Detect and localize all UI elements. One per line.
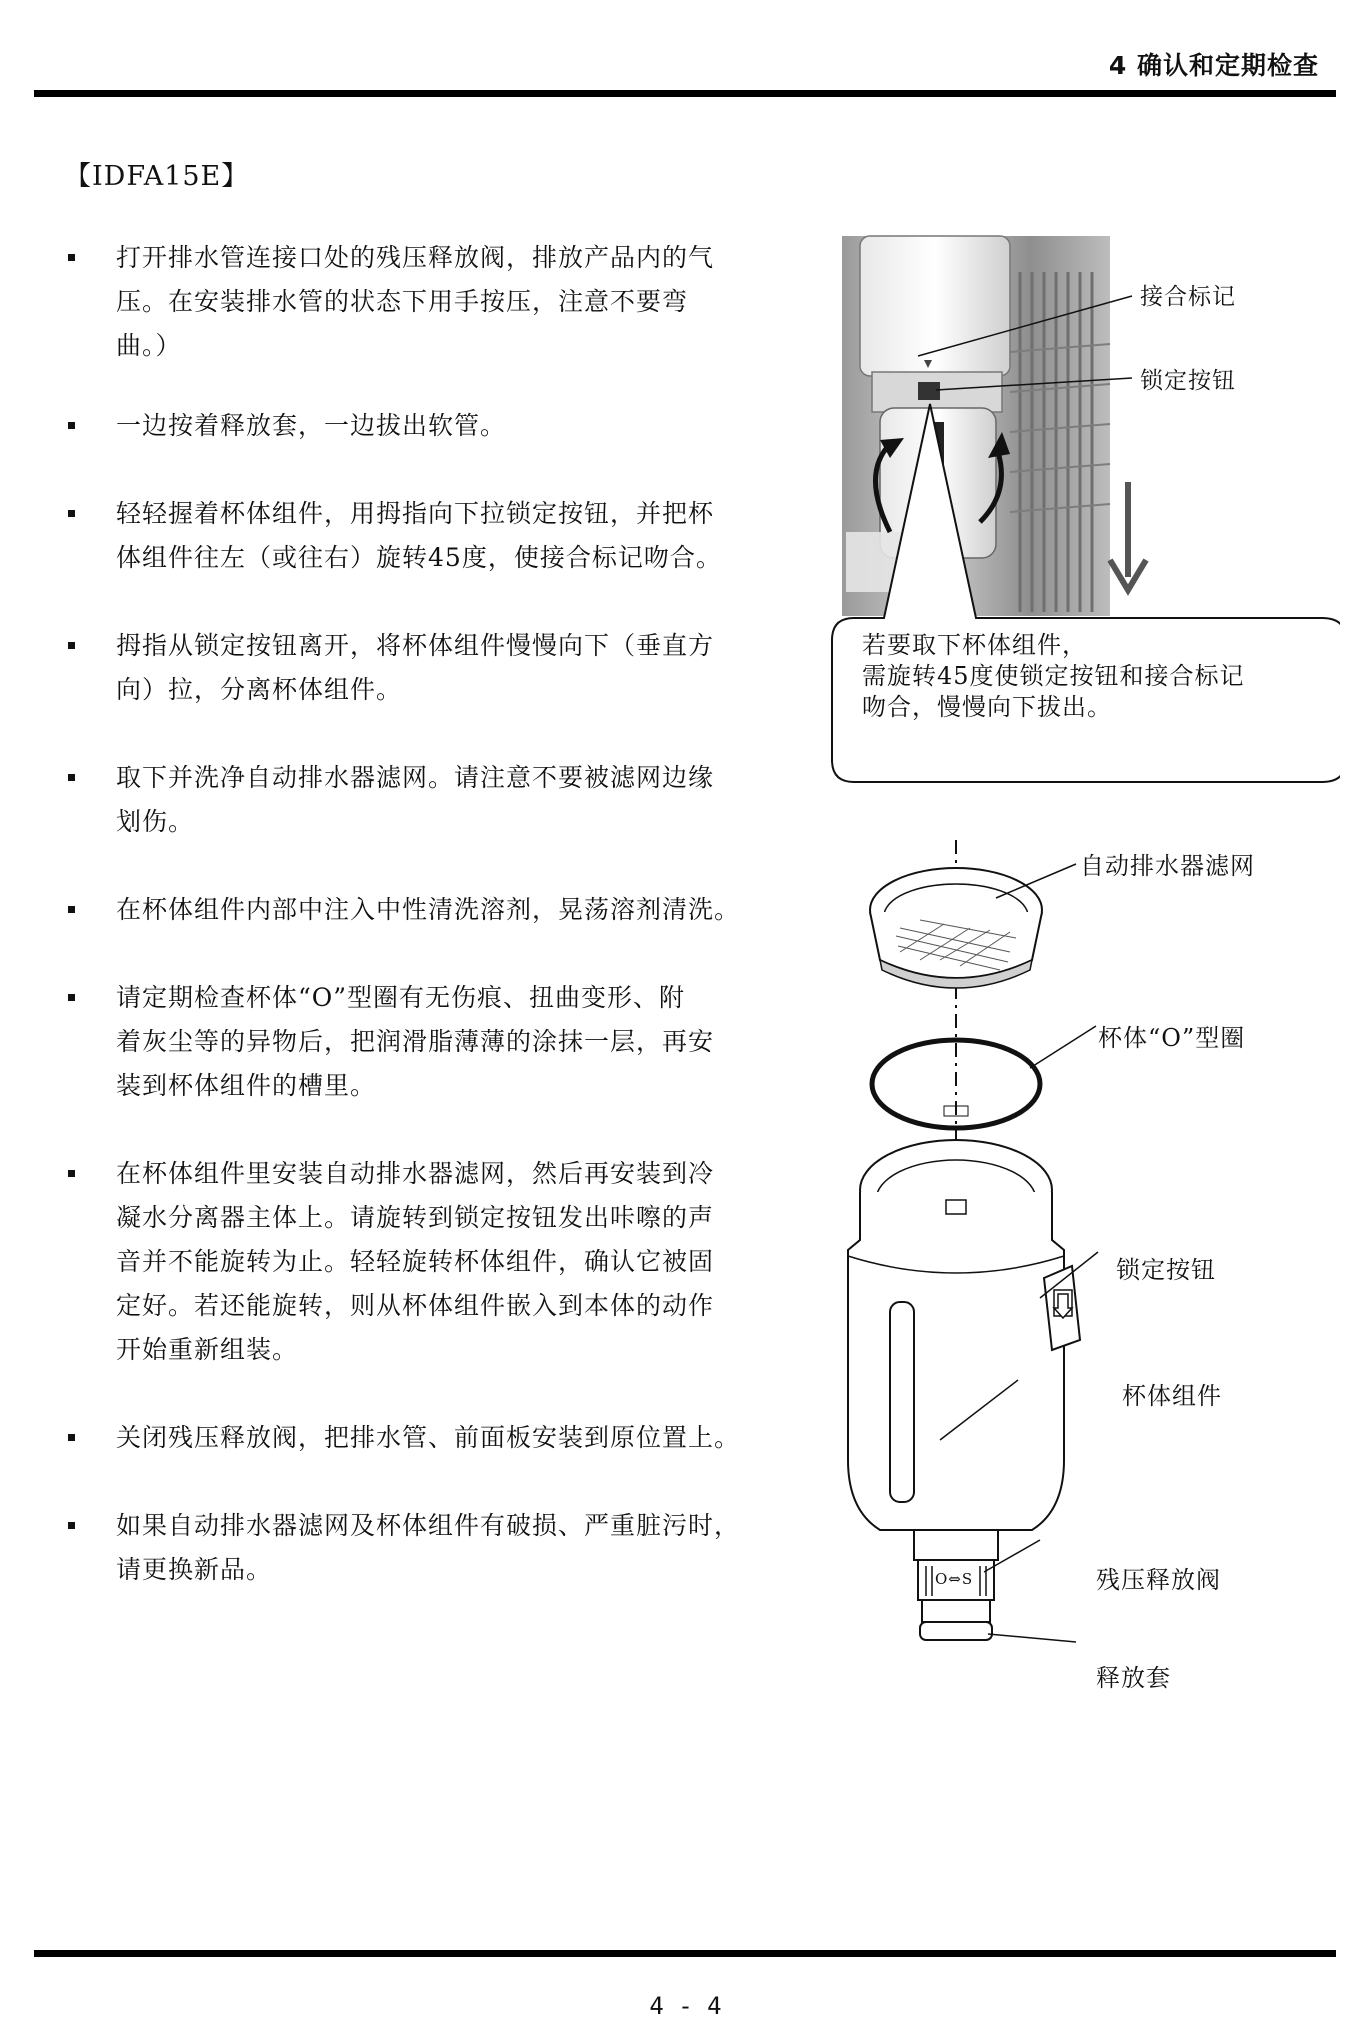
valve-marking: O⇔S — [935, 1570, 974, 1588]
bullet-icon — [68, 906, 75, 913]
page-number: 4 - 4 — [649, 1992, 722, 2020]
step-text: 关闭残压释放阀，把排水管、前面板安装到原位置上。 — [116, 1423, 741, 1452]
chapter-title: 4 确认和定期检查 — [1108, 51, 1319, 80]
callout-text: 若要取下杯体组件， 需旋转45度使锁定按钮和接合标记 吻合，慢慢向下拔出。 — [862, 631, 1245, 721]
step-text: 轻轻握着杯体组件，用拇指向下拉锁定按钮，并把杯 体组件往左（或往右）旋转45度，使接合标记吻合。 — [116, 499, 722, 572]
bullet-icon — [68, 510, 75, 517]
step-text: 在杯体组件内部中注入中性清洗溶剂，晃荡溶剂清洗。 — [116, 895, 741, 924]
label-lock-button: 锁定按钮 — [1116, 1256, 1216, 1284]
label-oring: 杯体“O”型圈 — [1098, 1024, 1246, 1052]
lock-button-photo — [918, 382, 940, 400]
bullet-icon — [68, 642, 75, 649]
label-lock-button-photo: 锁定按钮 — [1140, 368, 1236, 394]
sleeve-leader-line — [988, 1634, 1076, 1642]
filter-part — [870, 868, 1042, 988]
bullet-icon — [68, 1522, 75, 1529]
bullet-icon — [68, 422, 75, 429]
step-text: 如果自动排水器滤网及杯体组件有破损、严重脏污时， 请更换新品。 — [116, 1511, 741, 1584]
step-text: 打开排水管连接口处的残压释放阀，排放产品内的气 压。在安装排水管的状态下用手按压，注意不要弯 曲。） — [116, 243, 715, 360]
oring-leader-line — [1030, 1026, 1096, 1068]
photo-grille — [1020, 272, 1092, 612]
bullet-icon — [68, 1170, 75, 1177]
bullet-icon — [68, 994, 75, 1001]
label-release-valve: 残压释放阀 — [1096, 1566, 1221, 1594]
label-filter: 自动排水器滤网 — [1080, 852, 1255, 880]
bullet-icon — [68, 1434, 75, 1441]
label-bowl: 杯体组件 — [1122, 1382, 1222, 1410]
unit-head — [860, 236, 1010, 376]
label-mark: 接合标记 — [1140, 284, 1236, 310]
step-text: 拇指从锁定按钮离开，将杯体组件慢慢向下（垂直方 向）拉，分离杯体组件。 — [116, 631, 715, 704]
label-release-sleeve: 释放套 — [1096, 1664, 1171, 1692]
exploded-view-diagram — [840, 820, 1320, 1700]
section-title: 【IDFA15E】 — [64, 161, 250, 192]
step-text: 请定期检查杯体“O”型圈有无伤痕、扭曲变形、附 着灰尘等的异物后，把润滑脂薄薄的涂抹一层，再安 装到杯体组件的槽里。 — [116, 983, 715, 1100]
bullet-icon — [68, 774, 75, 781]
step-text: 取下并洗净自动排水器滤网。请注意不要被滤网边缘 划伤。 — [116, 763, 715, 836]
footer-rule — [34, 1950, 1336, 1957]
step-text: 一边按着释放套，一边拔出软管。 — [116, 411, 507, 440]
bullet-icon — [68, 254, 75, 261]
step-text: 在杯体组件里安装自动排水器滤网，然后再安装到冷 凝水分离器主体上。请旋转到锁定按钮发出咔嚓的声 音并不能旋转为止。轻轻旋转杯体组件，确认它被固 定好。若还能旋转，则从杯体组件嵌入到本体的动作 开始重新组装。 — [116, 1159, 715, 1364]
header-rule — [34, 90, 1336, 97]
